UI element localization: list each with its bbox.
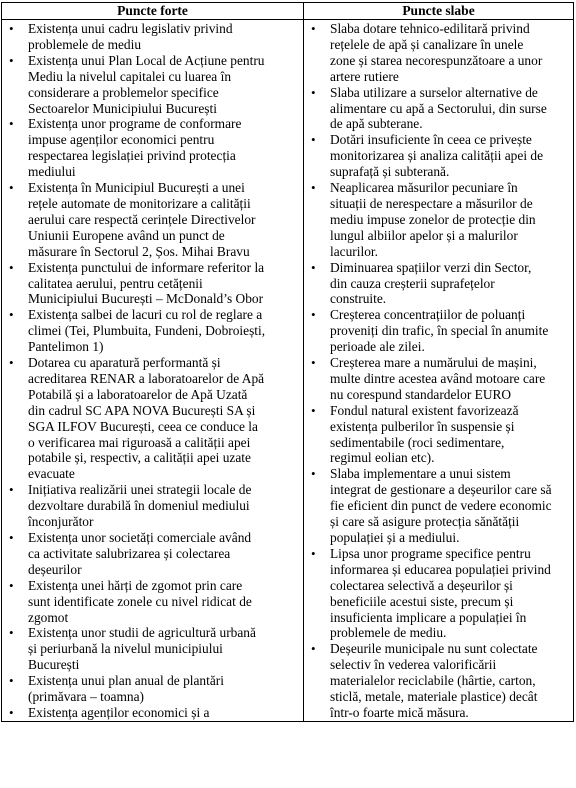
bullet-icon: • — [9, 52, 14, 68]
item-text-line: Existența unui plan anual de plantări — [28, 673, 224, 689]
item-text-line: existența pulberilor în suspensie și — [330, 418, 515, 434]
item-text-line: (primăvara – toamna) — [28, 689, 144, 705]
list-item — [4, 578, 301, 626]
bullet-icon: • — [9, 355, 14, 371]
bullet-icon: • — [9, 21, 14, 36]
list-item — [306, 260, 571, 308]
list-item — [306, 180, 571, 260]
item-text-line: Existența unor studii de agricultură urbană — [28, 625, 256, 641]
item-text-line: evacuate — [28, 466, 75, 482]
item-text-line: informarea și educarea populației privind — [330, 561, 551, 577]
item-text-line: Slaba dotare tehnico-edilitară privind — [330, 21, 530, 36]
item-text-line: monitorizarea și analiza calității apei de — [330, 148, 544, 164]
list-item — [4, 116, 301, 180]
item-text-line: multe dintre acestea având motoare care — [330, 370, 546, 386]
item-text-line: Creșterea mare a numărului de mașini, — [330, 355, 537, 371]
item-text-line: problemele de mediu — [28, 36, 142, 52]
item-text-line: Existența în Municipiul București a unei — [28, 180, 245, 196]
item-text-line: Municipiului București – McDonald’s Obor — [28, 291, 264, 307]
item-text-line: Diminuarea spațiilor verzi din Sector, — [330, 259, 532, 275]
list-item — [306, 641, 571, 721]
bullet-icon: • — [311, 21, 316, 36]
header-strengths: Puncte forte — [2, 3, 304, 20]
bullet-icon: • — [311, 307, 316, 323]
item-text-line: integrat de gestionare a deșeurilor care să — [330, 482, 552, 498]
item-text-line: Fondul natural existent favorizează — [330, 402, 519, 418]
item-text-line: Potabilă și a laboratoarelor de Apă Uzată — [28, 386, 248, 402]
item-text-line: respectarea legislației privind protecția — [28, 148, 236, 164]
item-text-line: Existența unor programe de conformare — [28, 116, 242, 132]
bullet-icon: • — [311, 466, 316, 482]
item-text-line: populației și a mediului. — [330, 530, 460, 545]
weaknesses-cell — [304, 20, 574, 722]
item-text-line: Inițiativa realizării unei strategii locale de — [28, 482, 252, 498]
bullet-icon: • — [311, 641, 316, 657]
item-text-line: situații de nerespectare a măsurilor de — [330, 195, 533, 211]
item-text-line: regimul eolian etc). — [330, 450, 435, 466]
item-text-line: Existența agenților economici și a — [28, 704, 210, 720]
bullet-icon: • — [9, 530, 14, 545]
list-item — [4, 673, 301, 705]
bullet-icon: • — [9, 704, 14, 720]
item-text-line: și care să asigure protecția sănătății — [330, 514, 520, 530]
item-text-line: deșeurilor — [28, 561, 82, 577]
item-text-line: materialelor reciclabile (hârtie, carton, — [330, 673, 536, 689]
item-text-line: sunt identificate zonele cu nivel ridicat de — [28, 593, 252, 609]
item-text-line: mediu impuse zonelor de protecție din — [330, 211, 536, 227]
item-text-line: Deșeurile municipale nu sunt colectate — [330, 641, 538, 657]
bullet-icon: • — [311, 84, 316, 100]
bullet-icon: • — [311, 180, 316, 196]
item-text-line: problemele de mediu. — [330, 625, 447, 641]
bullet-icon: • — [9, 180, 14, 196]
bullet-icon: • — [311, 259, 316, 275]
item-text-line: lacurilor. — [330, 243, 378, 259]
item-text-line: colectarea selectivă a deșeurilor și — [330, 577, 513, 593]
item-text-line: Existența unui Plan Local de Acțiune pentru — [28, 52, 265, 68]
item-text-line: mediului — [28, 164, 76, 180]
item-text-line: insuficienta implicare a populației în — [330, 609, 527, 625]
item-text-line: proveniți din trafic, în special în anumite — [330, 323, 549, 339]
item-text-line: Mediu la nivelul capitalei cu luarea în — [28, 68, 232, 84]
item-text-line: înconjurător — [28, 514, 94, 530]
item-text-line: dezvoltare durabilă în domeniul mediului — [28, 498, 250, 514]
list-item — [4, 21, 301, 53]
bullet-icon: • — [9, 625, 14, 641]
weaknesses-list — [306, 21, 571, 721]
item-text-line: o verificarea mai riguroasă a calității apei — [28, 434, 251, 450]
item-text-line: nu corespund standardelor EURO — [330, 386, 512, 402]
swot-table — [1, 2, 574, 722]
list-item — [4, 705, 301, 721]
bullet-icon: • — [311, 545, 316, 561]
list-item — [306, 403, 571, 467]
item-text-line: Neaplicarea măsurilor pecuniare în — [330, 180, 518, 196]
item-text-line: SGA ILFOV București, ceea ce conduce la — [28, 418, 258, 434]
item-text-line: Creșterea concentrațiilor de poluanți — [330, 307, 526, 323]
list-item — [4, 53, 301, 117]
item-text-line: Sectoarelor Municipiului București — [28, 100, 217, 116]
bullet-icon: • — [9, 482, 14, 498]
list-item — [4, 260, 301, 308]
item-text-line: într-o foarte mică măsura. — [330, 704, 469, 720]
item-text-line: rețele automate de monitorizare a calității — [28, 195, 251, 211]
bullet-icon: • — [9, 116, 14, 132]
item-text-line: Lipsa unor programe specifice pentru — [330, 545, 531, 561]
item-text-line: zone și starea necorespunzătoare a unor — [330, 52, 543, 68]
list-item — [4, 530, 301, 578]
item-text-line: calitatea aerului, pentru cetățenii — [28, 275, 203, 291]
bullet-icon: • — [9, 307, 14, 323]
item-text-line: Uniunii Europene având un punct de — [28, 227, 225, 243]
item-text-line: Existența unor societăți comerciale având — [28, 530, 252, 545]
item-text-line: Existența unei hărți de zgomot prin care — [28, 577, 243, 593]
item-text-line: Slaba implementare a unui sistem — [330, 466, 511, 482]
strengths-cell — [2, 20, 304, 722]
list-item — [306, 546, 571, 641]
item-text-line: din cauza creșterii suprafețelor — [330, 275, 495, 291]
item-text-line: Slaba utilizare a surselor alternative de — [330, 84, 538, 100]
bullet-icon: • — [311, 402, 316, 418]
item-text-line: suprafață și subterană. — [330, 164, 450, 180]
item-text-line: acreditarea RENAR a laboratoarelor de Apă — [28, 370, 265, 386]
item-text-line: rețelele de apă și canalizare în unele — [330, 36, 524, 52]
bullet-icon: • — [311, 132, 316, 148]
list-item — [306, 21, 571, 85]
item-text-line: fie eficient din punct de vedere economic — [330, 498, 552, 514]
item-text-line: sedimentabile (roci sedimentare, — [330, 434, 505, 450]
item-text-line: artere rutiere — [330, 68, 399, 84]
list-item — [306, 355, 571, 403]
list-item — [4, 355, 301, 482]
list-item — [4, 625, 301, 673]
item-text-line: Dotări insuficiente în ceea ce privește — [330, 132, 532, 148]
header-weaknesses: Puncte slabe — [304, 3, 574, 20]
item-text-line: Existența punctului de informare referitor la — [28, 259, 265, 275]
item-text-line: măsurare în Sectorul 2, Șos. Mihai Bravu — [28, 243, 250, 259]
item-text-line: ca activitate salubrizarea și colectarea — [28, 545, 231, 561]
item-text-line: și periurbană la nivelul municipiului — [28, 641, 223, 657]
item-text-line: Existența unui cadru legislativ privind — [28, 21, 233, 36]
item-text-line: Existența salbei de lacuri cu rol de reglare a — [28, 307, 263, 323]
item-text-line: selectiv în vederea valorificării — [330, 657, 497, 673]
item-text-line: Pantelimon 1) — [28, 339, 104, 355]
item-text-line: considerare a problemelor specifice — [28, 84, 219, 100]
item-text-line: zgomot — [28, 609, 69, 625]
item-text-line: București — [28, 657, 80, 673]
item-text-line: Dotarea cu aparatură performantă și — [28, 355, 221, 371]
list-item — [4, 482, 301, 530]
list-item — [4, 180, 301, 260]
item-text-line: impuse agenților economici pentru — [28, 132, 215, 148]
bullet-icon: • — [311, 355, 316, 371]
item-text-line: beneficiile acestui siste, precum și — [330, 593, 514, 609]
item-text-line: sticlă, metale, materiale plastice) decât — [330, 689, 538, 705]
item-text-line: de apă subterane. — [330, 116, 423, 132]
list-item — [306, 307, 571, 355]
item-text-line: din cadrul SC APA NOVA București SA și — [28, 402, 256, 418]
item-text-line: perioade ale zilei. — [330, 339, 425, 355]
list-item — [4, 307, 301, 355]
header-row — [2, 3, 574, 20]
item-text-line: construite. — [330, 291, 387, 307]
bullet-icon: • — [9, 577, 14, 593]
item-text-line: lungul albiilor apelor și a malurilor — [330, 227, 518, 243]
content-row — [2, 20, 574, 722]
item-text-line: potabile și, respectiv, a calității apei uzate — [28, 450, 251, 466]
list-item — [306, 466, 571, 546]
list-item — [306, 85, 571, 133]
strengths-list — [4, 21, 301, 721]
item-text-line: alimentare cu apă a Sectorului, din surse — [330, 100, 547, 116]
bullet-icon: • — [9, 673, 14, 689]
item-text-line: climei (Tei, Plumbuita, Fundeni, Dobroiești, — [28, 323, 266, 339]
item-text-line: aerului care respectă cerințele Directivelor — [28, 211, 256, 227]
bullet-icon: • — [9, 259, 14, 275]
list-item — [306, 132, 571, 180]
